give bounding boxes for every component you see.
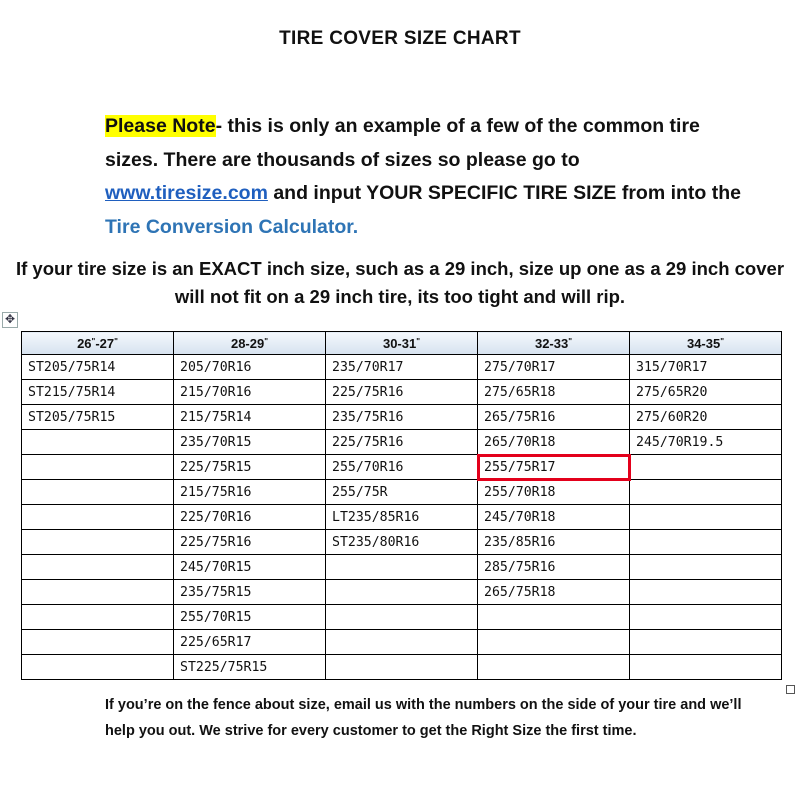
table-cell <box>478 605 630 630</box>
page-title: TIRE COVER SIZE CHART <box>279 28 521 49</box>
table-cell: 275/65R20 <box>630 380 782 405</box>
table-cell <box>630 655 782 680</box>
header-28-29: 28-29" <box>174 332 326 355</box>
table-cell: 315/70R17 <box>630 355 782 380</box>
table-cell: 285/75R16 <box>478 555 630 580</box>
note-text-2: and input YOUR SPECIFIC TIRE SIZE from into the <box>267 182 741 204</box>
four-way-arrow-icon: ✥ <box>4 312 16 326</box>
table-cell: 205/70R16 <box>174 355 326 380</box>
table-cell <box>630 480 782 505</box>
table-cell <box>22 480 174 505</box>
table-cell: 235/70R17 <box>326 355 478 380</box>
table-cell <box>22 605 174 630</box>
table-cell <box>326 630 478 655</box>
table-body <box>22 355 782 680</box>
header-26-27: 26"-27" <box>22 332 174 355</box>
table-cell <box>22 430 174 455</box>
table-cell: 225/75R16 <box>326 380 478 405</box>
table-cell <box>22 630 174 655</box>
table-cell <box>22 530 174 555</box>
table-cell: 235/85R16 <box>478 530 630 555</box>
tiresize-link[interactable]: www.tiresize.com <box>105 182 268 204</box>
table-cell <box>326 580 478 605</box>
table-cell: 225/75R16 <box>174 530 326 555</box>
table-cell: 255/70R16 <box>326 455 478 480</box>
table-cell <box>22 655 174 680</box>
table-resize-handle[interactable] <box>786 685 795 694</box>
table-cell: ST205/75R15 <box>22 405 174 430</box>
table-cell: 275/65R18 <box>478 380 630 405</box>
table-cell: 275/70R17 <box>478 355 630 380</box>
table-row <box>22 430 782 455</box>
table-cell: LT235/85R16 <box>326 505 478 530</box>
table-row <box>22 380 782 405</box>
tire-size-table <box>21 331 782 680</box>
note-text-1: - this is only an example of a few of the common tire sizes. There are thousands of sizes so please go to <box>105 115 700 171</box>
table-cell: 245/70R19.5 <box>630 430 782 455</box>
table-row <box>22 505 782 530</box>
table-cell: ST205/75R14 <box>22 355 174 380</box>
table-cell: 255/70R15 <box>174 605 326 630</box>
table-cell: 255/70R18 <box>478 480 630 505</box>
table-row <box>22 605 782 630</box>
table-cell <box>326 605 478 630</box>
table-cell: 265/70R18 <box>478 430 630 455</box>
table-row <box>22 405 782 430</box>
header-34-35: 34-35" <box>630 332 782 355</box>
table-row <box>22 580 782 605</box>
table-row <box>22 655 782 680</box>
header-32-33: 32-33" <box>478 332 630 355</box>
please-note-paragraph <box>105 110 745 244</box>
table-cell <box>326 555 478 580</box>
table-cell <box>630 580 782 605</box>
table-cell <box>630 530 782 555</box>
highlighted-size-cell: 255/75R17 <box>478 455 630 480</box>
table-cell: 245/70R18 <box>478 505 630 530</box>
table-row <box>22 455 782 480</box>
footer-paragraph: If you’re on the fence about size, email us with the numbers on the side of your tire and we’ll help you out. We strive for every customer to get the Right Size the first time. <box>105 697 742 739</box>
table-cell <box>630 605 782 630</box>
table-cell: 225/75R15 <box>174 455 326 480</box>
table-cell <box>326 655 478 680</box>
exact-size-warning: If your tire size is an EXACT inch size, such as a 29 inch, size up one as a 29 inch cover will not fit on a 29 inch tire, its too tight and will rip. <box>15 258 785 307</box>
tire-conversion-calculator-text: Tire Conversion Calculator. <box>105 215 359 238</box>
table-cell: 225/70R16 <box>174 505 326 530</box>
table-cell: 225/65R17 <box>174 630 326 655</box>
table-cell: 215/75R14 <box>174 405 326 430</box>
table-cell: 265/75R18 <box>478 580 630 605</box>
table-cell: 235/70R15 <box>174 430 326 455</box>
header-30-31: 30-31" <box>326 332 478 355</box>
table-row <box>22 480 782 505</box>
table-cell: 225/75R16 <box>326 430 478 455</box>
table-header-row <box>22 332 782 355</box>
table-row <box>22 530 782 555</box>
table-cell <box>630 630 782 655</box>
table-cell <box>22 455 174 480</box>
table-move-handle[interactable] <box>2 312 18 328</box>
table-cell <box>22 555 174 580</box>
table-cell: 215/75R16 <box>174 480 326 505</box>
table-cell <box>630 505 782 530</box>
table-cell <box>630 555 782 580</box>
table-cell: 235/75R15 <box>174 580 326 605</box>
table-cell: 265/75R16 <box>478 405 630 430</box>
table-cell <box>22 580 174 605</box>
table-cell: 275/60R20 <box>630 405 782 430</box>
table-cell: ST225/75R15 <box>174 655 326 680</box>
please-note-label: Please Note <box>105 115 216 137</box>
table-row <box>22 630 782 655</box>
table-cell: 255/75R <box>326 480 478 505</box>
table-cell <box>478 630 630 655</box>
table-cell: 235/75R16 <box>326 405 478 430</box>
table-cell: 215/70R16 <box>174 380 326 405</box>
table-cell <box>22 505 174 530</box>
table-cell: 245/70R15 <box>174 555 326 580</box>
table-row <box>22 355 782 380</box>
table-cell <box>630 455 782 480</box>
table-cell: ST235/80R16 <box>326 530 478 555</box>
table-row <box>22 555 782 580</box>
table-cell <box>478 655 630 680</box>
table-cell: ST215/75R14 <box>22 380 174 405</box>
